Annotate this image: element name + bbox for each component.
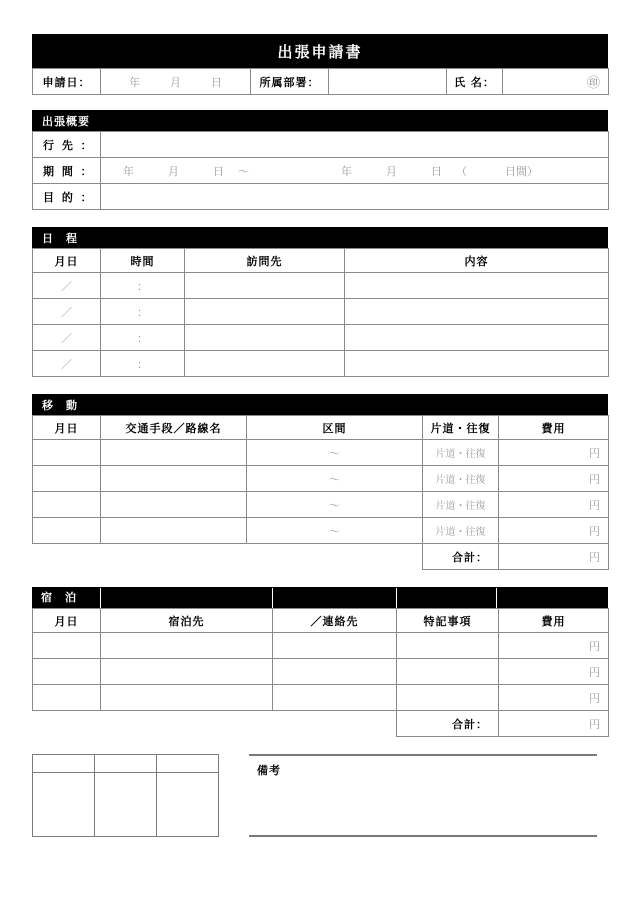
table-row [33, 685, 609, 711]
purpose-input[interactable] [101, 184, 609, 210]
transport-cost-input[interactable]: 円 [499, 466, 609, 492]
lodging-cost-input[interactable]: 円 [499, 685, 609, 711]
schedule-date-input[interactable]: ／ [33, 299, 101, 325]
table-row [33, 466, 609, 492]
table-header-row [33, 416, 609, 440]
schedule-visit-input[interactable] [185, 273, 345, 299]
application-date-input[interactable] [101, 69, 251, 95]
lodging-date-input[interactable] [33, 659, 101, 685]
schedule-time-input[interactable]: ： [101, 299, 185, 325]
period-day-end: 日 [431, 164, 442, 178]
lodging-notes-input[interactable] [397, 685, 499, 711]
day-placeholder: 日 [211, 75, 222, 89]
applicant-header-table [32, 68, 609, 95]
lodging-contact-input[interactable] [273, 685, 397, 711]
period-label: 期 間 ： [33, 158, 101, 184]
remarks-box[interactable] [249, 754, 597, 837]
period-month-start: 月 [168, 164, 179, 178]
spacer-cell [101, 711, 273, 737]
approval-stamp-cell-2[interactable] [95, 773, 157, 837]
table-header-row [33, 609, 609, 633]
transport-means-input[interactable] [101, 440, 247, 466]
spacer-cell [33, 711, 101, 737]
lodging-place-input[interactable] [101, 633, 273, 659]
schedule-date-input[interactable]: ／ [33, 325, 101, 351]
transport-cost-input[interactable]: 円 [499, 440, 609, 466]
period-input[interactable] [101, 158, 609, 184]
lodging-table [32, 608, 609, 737]
table-header-row [33, 249, 609, 273]
destination-label: 行 先 ： [33, 132, 101, 158]
transport-means-input[interactable] [101, 466, 247, 492]
period-year-end: 年 [341, 164, 352, 178]
transport-date-input[interactable] [33, 466, 101, 492]
schedule-table [32, 248, 609, 377]
schedule-visit-input[interactable] [185, 351, 345, 377]
transport-trip-toggle[interactable]: 片道・往復 [423, 518, 499, 544]
spacer-cell [247, 544, 423, 570]
schedule-date-input[interactable]: ／ [33, 273, 101, 299]
name-input-with-seal[interactable]: ㊞ [503, 69, 609, 95]
table-row [33, 492, 609, 518]
approval-title-cell-1[interactable] [33, 755, 95, 773]
table-row [33, 132, 609, 158]
transport-section-input[interactable]: 〜 [247, 440, 423, 466]
purpose-label: 目 的 ： [33, 184, 101, 210]
schedule-time-input[interactable]: ： [101, 351, 185, 377]
period-paren-open: （ [456, 164, 467, 178]
spacer-cell [33, 544, 101, 570]
transport-means-input[interactable] [101, 492, 247, 518]
table-row [33, 299, 609, 325]
approval-title-cell-3[interactable] [157, 755, 219, 773]
transport-col-cost: 費用 [499, 416, 609, 440]
approval-stamp-cell-3[interactable] [157, 773, 219, 837]
transport-section-header: 移 動 [32, 394, 608, 415]
destination-input[interactable] [101, 132, 609, 158]
application-date-label: 申請日： [33, 69, 101, 95]
schedule-col-time: 時間 [101, 249, 185, 273]
table-row [33, 518, 609, 544]
lodging-section-header [32, 587, 608, 608]
period-tilde: 〜 [238, 164, 249, 178]
schedule-section-header: 日 程 [32, 227, 608, 248]
lodging-cost-input[interactable]: 円 [499, 633, 609, 659]
schedule-visit-input[interactable] [185, 299, 345, 325]
schedule-col-visit: 訪問先 [185, 249, 345, 273]
transport-section-input[interactable]: 〜 [247, 492, 423, 518]
table-row [33, 351, 609, 377]
lodging-contact-input[interactable] [273, 633, 397, 659]
overview-section-header: 出張概要 [32, 110, 608, 131]
lodging-header-seg-5 [497, 588, 605, 608]
transport-date-input[interactable] [33, 440, 101, 466]
transport-trip-toggle[interactable]: 片道・往復 [423, 466, 499, 492]
department-label: 所属部署： [251, 69, 329, 95]
schedule-col-content: 内容 [345, 249, 609, 273]
transport-section-input[interactable]: 〜 [247, 518, 423, 544]
transport-col-section: 区間 [247, 416, 423, 440]
transport-col-date: 月日 [33, 416, 101, 440]
schedule-col-date: 月日 [33, 249, 101, 273]
lodging-section-title: 宿 泊 [33, 588, 101, 608]
table-row [33, 69, 609, 95]
transport-col-trip: 片道・往復 [423, 416, 499, 440]
lodging-total-input[interactable]: 円 [499, 711, 609, 737]
table-row [33, 184, 609, 210]
transport-cost-input[interactable]: 円 [499, 492, 609, 518]
lodging-col-contact: ／連絡先 [273, 609, 397, 633]
lodging-col-date: 月日 [33, 609, 101, 633]
transport-table [32, 415, 609, 570]
schedule-content-input[interactable] [345, 325, 609, 351]
schedule-time-input[interactable]: ： [101, 325, 185, 351]
period-year-start: 年 [123, 164, 134, 178]
spacer-cell [101, 544, 247, 570]
table-row [33, 440, 609, 466]
schedule-time-input[interactable]: ： [101, 273, 185, 299]
lodging-cost-input[interactable]: 円 [499, 659, 609, 685]
lodging-notes-input[interactable] [397, 659, 499, 685]
table-total-row [33, 711, 609, 737]
approval-title-row [33, 755, 219, 773]
transport-date-input[interactable] [33, 492, 101, 518]
lodging-header-seg-2 [101, 588, 273, 608]
schedule-content-input[interactable] [345, 299, 609, 325]
lodging-date-input[interactable] [33, 685, 101, 711]
table-row [33, 659, 609, 685]
period-day-start: 日 [213, 164, 224, 178]
schedule-date-input[interactable]: ／ [33, 351, 101, 377]
month-placeholder: 月 [170, 75, 181, 89]
table-row [33, 325, 609, 351]
lodging-notes-input[interactable] [397, 633, 499, 659]
transport-col-means: 交通手段／路線名 [101, 416, 247, 440]
lodging-contact-input[interactable] [273, 659, 397, 685]
table-row [33, 273, 609, 299]
spacer-cell [273, 711, 397, 737]
transport-date-input[interactable] [33, 518, 101, 544]
schedule-content-input[interactable] [345, 351, 609, 377]
overview-table [32, 131, 609, 210]
approval-title-cell-2[interactable] [95, 755, 157, 773]
lodging-place-input[interactable] [101, 659, 273, 685]
transport-total-label: 合計： [423, 544, 499, 570]
lodging-header-seg-3 [273, 588, 397, 608]
approval-stamp-row [33, 773, 219, 837]
schedule-visit-input[interactable] [185, 325, 345, 351]
year-placeholder: 年 [129, 75, 140, 89]
remarks-label: 備考 [257, 764, 281, 777]
table-row [33, 633, 609, 659]
transport-section-input[interactable]: 〜 [247, 466, 423, 492]
bottom-area [32, 754, 608, 837]
name-label: 氏 名： [447, 69, 503, 95]
transport-trip-toggle[interactable]: 片道・往復 [423, 440, 499, 466]
lodging-col-cost: 費用 [499, 609, 609, 633]
lodging-col-notes: 特記事項 [397, 609, 499, 633]
period-days-count: 日間） [505, 164, 538, 178]
department-input[interactable] [329, 69, 447, 95]
table-total-row [33, 544, 609, 570]
transport-trip-toggle[interactable]: 片道・往復 [423, 492, 499, 518]
lodging-place-input[interactable] [101, 685, 273, 711]
page-title: 出張申請書 [32, 34, 608, 68]
approval-stamp-cell-1[interactable] [33, 773, 95, 837]
period-month-end: 月 [386, 164, 397, 178]
lodging-col-place: 宿泊先 [101, 609, 273, 633]
lodging-date-input[interactable] [33, 633, 101, 659]
transport-means-input[interactable] [101, 518, 247, 544]
transport-cost-input[interactable]: 円 [499, 518, 609, 544]
table-row [33, 158, 609, 184]
lodging-total-label: 合計： [397, 711, 499, 737]
transport-total-input[interactable]: 円 [499, 544, 609, 570]
lodging-header-seg-4 [397, 588, 497, 608]
approval-stamp-table [32, 754, 219, 837]
schedule-content-input[interactable] [345, 273, 609, 299]
